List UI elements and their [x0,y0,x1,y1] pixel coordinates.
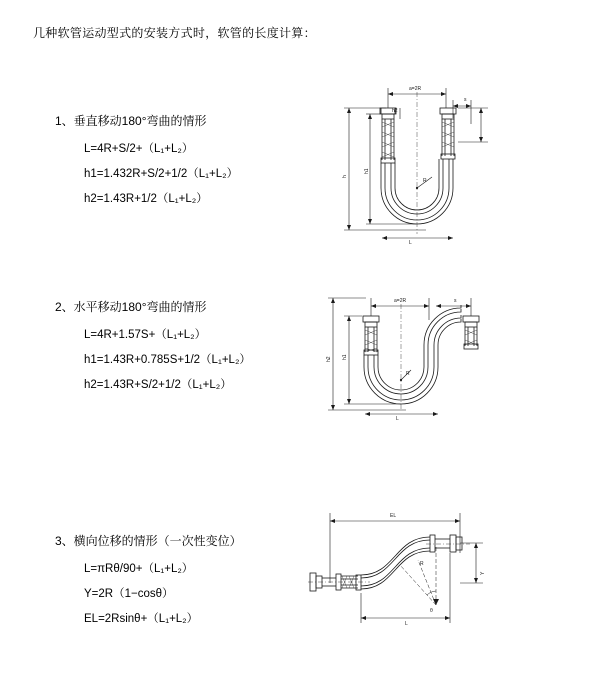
section-2-formula-1: L=4R+1.57S+（L₁+L₂） [84,329,207,341]
section-2-title: 2、水平移动180°弯曲的情形 [55,300,207,314]
svg-text:h1: h1 [342,354,348,360]
section-lateral-offset [55,532,242,635]
section-3-formula-2: Y=2R（1−cosθ） [84,588,174,600]
vertical-180-bend-diagram [316,78,496,263]
section-1-formula-2: h1=1.432R+S/2+1/2（L₁+L₂） [84,168,239,180]
lateral-offset-diagram [300,505,500,630]
svg-text:a=2R: a=2R [409,86,422,92]
section-1-formula-1: L=4R+S/2+（L₁+L₂） [84,143,194,155]
section-1-formula-3: h2=1.43R+1/2（L₁+L₂） [84,193,208,205]
section-3-formula-3: EL=2Rsinθ+（L₁+L₂） [84,613,199,625]
svg-text:a=2R: a=2R [394,298,407,304]
horizontal-180-bend-diagram [316,290,496,430]
svg-text:s: s [464,97,467,103]
svg-text:h2: h2 [326,356,332,362]
svg-text:Y: Y [480,571,486,575]
svg-text:R: R [406,371,410,377]
section-3-formula-1: L=πRθ/90+（L₁+L₂） [84,563,194,575]
svg-text:EL: EL [390,513,397,519]
svg-text:R: R [423,178,427,184]
svg-text:L: L [405,621,408,627]
section-2-formula-2: h1=1.43R+0.785S+1/2（L₁+L₂） [84,354,251,366]
svg-text:L: L [396,416,399,422]
section-vertical-180 [55,112,238,215]
svg-text:s: s [454,298,457,304]
section-1-title: 1、垂直移动180°弯曲的情形 [55,114,207,128]
section-horizontal-180 [55,298,251,401]
svg-text:θ: θ [430,608,433,614]
section-2-formula-3: h2=1.43R+S/2+1/2（L₁+L₂） [84,379,232,391]
svg-text:R: R [420,561,424,567]
svg-text:L: L [409,240,412,246]
svg-text:h: h [342,175,348,178]
section-3-title: 3、横向位移的情形（一次性变位） [55,534,242,548]
svg-text:h2: h2 [392,108,398,114]
page-title: 几种软管运动型式的安装方式时，软管的长度计算： [33,26,316,40]
svg-text:h1: h1 [364,168,370,174]
